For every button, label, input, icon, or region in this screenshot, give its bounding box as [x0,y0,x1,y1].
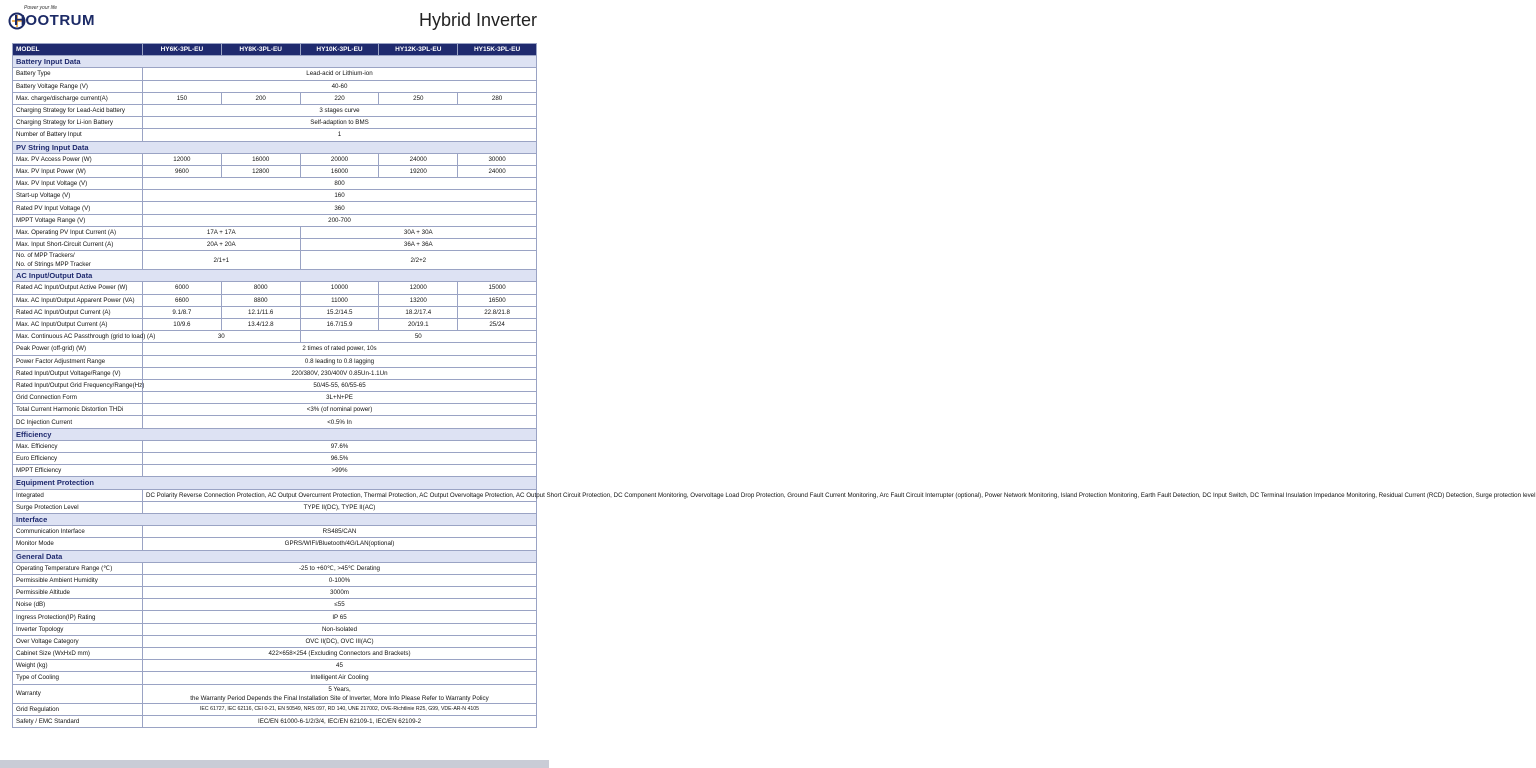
spec-value: 220 [300,92,379,104]
model-name: HY10K-3PL-EU [300,44,379,56]
section-title: Efficiency [13,428,537,440]
spec-value: 24000 [379,153,458,165]
spec-label: Power Factor Adjustment Range [13,355,143,367]
spec-row [13,282,537,294]
model-name: HY8K-3PL-EU [221,44,300,56]
spec-value: GPRS/WIFI/Bluetooth/4G/LAN(optional) [143,538,537,550]
spec-value: 8000 [221,282,300,294]
spec-row [13,574,537,586]
spec-value: 2/2+2 [300,251,536,270]
spec-label: Rated PV Input Voltage (V) [13,202,143,214]
spec-label: Grid Regulation [13,703,143,715]
spec-label-line: No. of MPP Trackers/ [16,252,75,260]
spec-value: 200-700 [143,214,537,226]
spec-value: 15.2/14.5 [300,306,379,318]
spec-value: 11000 [300,294,379,306]
spec-row [13,672,537,684]
spec-label: Peak Power (off-grid) (W) [13,343,143,355]
model-header-row [13,44,537,56]
spec-value: 6000 [143,282,222,294]
spec-row [13,648,537,660]
spec-label: Communication Interface [13,526,143,538]
spec-label: Operating Temperature Range (℃) [13,562,143,574]
spec-value: 16500 [458,294,537,306]
spec-label-line: No. of Strings MPP Tracker [16,261,91,269]
spec-value: TYPE II(DC), TYPE II(AC) [143,501,537,513]
section-header-row [13,141,537,153]
section-header-row [13,428,537,440]
spec-value: 36A + 36A [300,239,536,251]
spec-label: Charging Strategy for Lead-Acid battery [13,104,143,116]
spec-value: 10000 [300,282,379,294]
spec-label: Over Voltage Category [13,635,143,647]
spec-row [13,526,537,538]
spec-value: 12000 [143,153,222,165]
spec-value: 6600 [143,294,222,306]
spec-row [13,165,537,177]
spec-row [13,92,537,104]
spec-value: IP 65 [143,611,537,623]
logo-tagline: Power your life [24,5,58,11]
spec-value: 45 [143,660,537,672]
spec-value: 19200 [379,165,458,177]
spec-value: 13.4/12.8 [221,318,300,330]
spec-value: >99% [143,465,537,477]
spec-label: Rated Input/Output Voltage/Range (V) [13,367,143,379]
spec-value: 18.2/17.4 [379,306,458,318]
spec-row [13,129,537,141]
spec-value: 97.6% [143,440,537,452]
spec-value: 2 times of rated power, 10s [143,343,537,355]
spec-value: ≤55 [143,599,537,611]
spec-value: 9600 [143,165,222,177]
section-title: Interface [13,513,537,525]
spec-value: IEC/EN 61000-6-1/2/3/4, IEC/EN 62109-1, IEC/EN 62109-2 [143,715,537,727]
spec-label: Max. Efficiency [13,440,143,452]
section-header-row [13,56,537,68]
model-name: HY12K-3PL-EU [379,44,458,56]
spec-row [13,404,537,416]
spec-row [13,226,537,238]
spec-row [13,214,537,226]
spec-label: Start-up Voltage (V) [13,190,143,202]
spec-value: 3L+N+PE [143,392,537,404]
spec-value: 200 [221,92,300,104]
spec-value: IEC 61727, IEC 62116, CEI 0-21, EN 50549, NRS 097, RD 140, UNE 217002, OVE-Richtlinie R25, G99, VDE-AR-N 4105 [143,703,537,715]
spec-value: 15000 [458,282,537,294]
spec-label: Euro Efficiency [13,453,143,465]
spec-value: 422×658×254 (Excluding Connectors and Brackets) [143,648,537,660]
spec-label: Max. Continuous AC Passthrough (grid to load) (A) [13,331,143,343]
spec-row [13,599,537,611]
spec-value: 3 stages curve [143,104,537,116]
spec-row [13,416,537,428]
spec-label: Permissible Altitude [13,587,143,599]
spec-row [13,153,537,165]
spec-value: 2/1+1 [143,251,301,270]
spec-label: MPPT Voltage Range (V) [13,214,143,226]
spec-value: 8800 [221,294,300,306]
spec-label: Type of Cooling [13,672,143,684]
spec-label: Ingress Protection(IP) Rating [13,611,143,623]
spec-value: 96.5% [143,453,537,465]
spec-value: DC Polarity Reverse Connection Protection, AC Output Overcurrent Protection, Thermal Protection, AC Output Overvoltage Protection, AC Output Short Circuit Protection, DC Component Monitoring, Overvoltage Load Drop Protection, Ground Fault Current Monitoring, Arc Fault Circuit Interrupter (optional), Power Network Monitoring, Island Protection Monitoring, Earth Fault Detection, DC Input Switch, DC Terminal Insulation Impedance Monitoring, Residual Current (RCD) Detection, Surge protection level [143,489,537,501]
spec-row [13,587,537,599]
section-header-row [13,513,537,525]
spec-value: 3000m [143,587,537,599]
spec-value: 150 [143,92,222,104]
spec-label: Integrated [13,489,143,501]
spec-row [13,202,537,214]
spec-value: 30A + 30A [300,226,536,238]
spec-label: Max. Operating PV Input Current (A) [13,226,143,238]
spec-label: Max. Input Short-Circuit Current (A) [13,239,143,251]
spec-row [13,562,537,574]
spec-row [13,501,537,513]
spec-row [13,703,537,715]
spec-label: Battery Type [13,68,143,80]
spec-label: Max. PV Input Voltage (V) [13,178,143,190]
section-title: General Data [13,550,537,562]
model-header-cell: MODEL [13,44,143,56]
spec-value: 0-100% [143,574,537,586]
spec-value: 20000 [300,153,379,165]
spec-row [13,355,537,367]
spec-row [13,343,537,355]
spec-label: DC Injection Current [13,416,143,428]
spec-value: 5 Years, the Warranty Period Depends the Final Installation Site of Inverter, More Info Please Refer to Warranty Policy [143,684,537,703]
spec-value: 10/9.6 [143,318,222,330]
spec-label: Number of Battery Input [13,129,143,141]
spec-label: Grid Connection Form [13,392,143,404]
spec-value: 360 [143,202,537,214]
spec-label: Monitor Mode [13,538,143,550]
spec-value: 250 [379,92,458,104]
spec-value: <3% (of nominal power) [143,404,537,416]
spec-value: Lead-acid or Lithium-ion [143,68,537,80]
spec-row [13,453,537,465]
spec-value: 800 [143,178,537,190]
spec-value: 9.1/8.7 [143,306,222,318]
logo-wordmark: HOOTRUM [14,12,95,29]
spec-row [13,684,537,703]
section-title: Battery Input Data [13,56,537,68]
spec-label: Total Current Harmonic Distortion THDi [13,404,143,416]
spec-body [13,56,1536,728]
spec-value: 50/45-55, 60/55-65 [143,379,537,391]
spec-value: 20/19.1 [379,318,458,330]
spec-value: 30000 [458,153,537,165]
spec-value: 22.8/21.8 [458,306,537,318]
spec-value: 220/380V, 230/400V 0.85Un-1.1Un [143,367,537,379]
section-title: Equipment Protection [13,477,537,489]
spec-row [13,117,537,129]
spec-value: 25/24 [458,318,537,330]
spec-value: -25 to +60℃, >45℃ Derating [143,562,537,574]
spec-value: 16.7/15.9 [300,318,379,330]
footer-bar [0,760,549,768]
spec-label: MPPT Efficiency [13,465,143,477]
spec-label: Charging Strategy for Li-ion Battery [13,117,143,129]
spec-label [13,251,143,270]
spec-row [13,379,537,391]
spec-value: 16000 [221,153,300,165]
spec-label: Permissible Ambient Humidity [13,574,143,586]
section-header-row [13,270,537,282]
section-header-row [13,477,537,489]
spec-row [13,68,537,80]
spec-table [12,43,1536,728]
spec-label: Inverter Topology [13,623,143,635]
spec-label: Rated Input/Output Grid Frequency/Range(Hz) [13,379,143,391]
section-title: PV String Input Data [13,141,537,153]
spec-value: <0.5% In [143,416,537,428]
spec-label: Noise (dB) [13,599,143,611]
spec-value: 1 [143,129,537,141]
spec-value: 24000 [458,165,537,177]
spec-row [13,715,537,727]
model-name: HY6K-3PL-EU [143,44,222,56]
spec-row [13,538,537,550]
spec-label: Max. AC Input/Output Current (A) [13,318,143,330]
spec-row [13,104,537,116]
spec-row [13,660,537,672]
spec-label: Surge Protection Level [13,501,143,513]
spec-row [13,440,537,452]
spec-row [13,611,537,623]
section-header-row [13,550,537,562]
spec-label: Safety / EMC Standard [13,715,143,727]
spec-value: 13200 [379,294,458,306]
spec-value: 20A + 20A [143,239,301,251]
spec-label: Rated AC Input/Output Current (A) [13,306,143,318]
spec-value: Self-adaption to BMS [143,117,537,129]
spec-row [13,635,537,647]
spec-value: OVC II(DC), OVC III(AC) [143,635,537,647]
spec-value: Intelligent Air Cooling [143,672,537,684]
section-title: AC Input/Output Data [13,270,537,282]
spec-row [13,392,537,404]
spec-label: Max. AC Input/Output Apparent Power (VA) [13,294,143,306]
spec-value: 17A + 17A [143,226,301,238]
spec-row [13,331,537,343]
spec-value: RS485/CAN [143,526,537,538]
spec-label: Cabinet Size (WxHxD mm) [13,648,143,660]
spec-row [13,489,537,501]
spec-value: Non-Isolated [143,623,537,635]
hootrum-logo [8,4,128,34]
spec-row [13,294,537,306]
spec-row [13,239,537,251]
spec-label: Max. PV Input Power (W) [13,165,143,177]
spec-value: 0.8 leading to 0.8 lagging [143,355,537,367]
spec-label: Weight (kg) [13,660,143,672]
spec-row [13,178,537,190]
spec-label: Warranty [13,684,143,703]
spec-value: 12800 [221,165,300,177]
spec-row [13,251,537,270]
spec-row [13,465,537,477]
model-name: HY15K-3PL-EU [458,44,537,56]
spec-row [13,306,537,318]
spec-value: 12000 [379,282,458,294]
spec-value: 280 [458,92,537,104]
spec-value: 40-60 [143,80,537,92]
spec-row [13,80,537,92]
spec-value: 160 [143,190,537,202]
spec-row [13,623,537,635]
spec-value: 50 [300,331,536,343]
spec-row [13,190,537,202]
spec-label: Max. charge/discharge current(A) [13,92,143,104]
spec-value: 12.1/11.6 [221,306,300,318]
page-header [0,0,549,40]
document-title: Hybrid Inverter [418,10,537,30]
spec-row [13,318,537,330]
spec-label: Max. PV Access Power (W) [13,153,143,165]
spec-value: 16000 [300,165,379,177]
spec-label: Battery Voltage Range (V) [13,80,143,92]
spec-label: Rated AC Input/Output Active Power (W) [13,282,143,294]
spec-value: 30 [143,331,301,343]
spec-row [13,367,537,379]
